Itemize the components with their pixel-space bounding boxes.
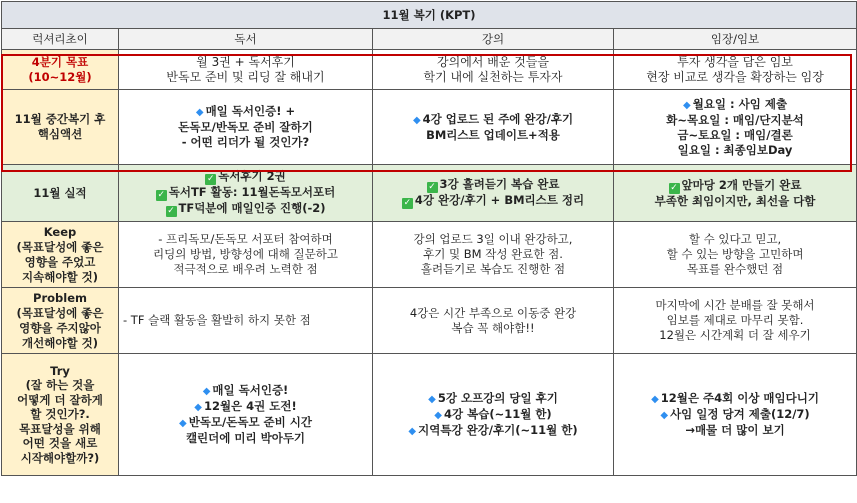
- action-imjang-line: 일요일 : 최종임보Day: [677, 142, 793, 157]
- try-imjang-text: 12월은 주4회 이상 매임다니기: [660, 391, 819, 405]
- action-imjang-line: [618, 97, 852, 113]
- try-label-line: 어떤 것을 새로: [22, 436, 98, 451]
- problem-label-line: 영향을 주지않아: [19, 320, 101, 335]
- gem-icon: ◆: [195, 107, 204, 118]
- try-lecture: [373, 354, 614, 476]
- try-lecture-line: [377, 391, 609, 407]
- gem-icon: ◆: [428, 393, 436, 405]
- goal-reading-line: 반독모 준비 및 리딩 잘 해내기: [166, 69, 325, 84]
- try-reading-line: [123, 399, 368, 415]
- try-reading-text: 반독모/돈독모 준비 시간: [188, 415, 312, 429]
- try-reading: [119, 354, 373, 476]
- result-imjang-text: 앞마당 2개 만들기 완료: [681, 177, 802, 192]
- keep-label-line: Keep: [43, 224, 77, 239]
- checkbox-icon: ✓: [206, 174, 215, 184]
- sheet-title: 11월 복기 (KPT): [2, 2, 857, 29]
- try-lecture-text: 지역특강 완강/후기(~11월 한): [418, 422, 578, 437]
- action-lecture-line: [377, 112, 609, 128]
- problem-label-line: 개선해야할 것): [22, 335, 98, 350]
- gem-icon: ◆: [179, 418, 187, 429]
- result-reading: [119, 165, 373, 222]
- keep-imjang-line: 할 수 있다고 믿고,: [688, 232, 782, 246]
- keep-lecture-line: 후기 및 BM 작성 완료한 점.: [423, 247, 563, 261]
- try-label: [2, 354, 119, 476]
- header-lecture: 강의: [373, 29, 614, 50]
- problem-label-line: (목표달성에 좋은: [16, 305, 104, 320]
- header-imjang: 임장/임보: [614, 29, 857, 50]
- keep-label-line: 지속해야할 것): [22, 269, 98, 284]
- keep-imjang-line: 할 수 있는 방향을 고민하며: [666, 247, 804, 261]
- checkbox-icon: ✓: [403, 198, 412, 208]
- result-reading-text: TF덕분에 매일인증 진행(-2): [178, 201, 326, 215]
- problem-lecture-line: 4강은 시간 부족으로 이동중 완강: [409, 305, 577, 320]
- goal-imjang-line: 현장 비교로 생각을 확장하는 임장: [646, 69, 824, 84]
- problem-reading: [119, 288, 373, 354]
- try-label-line: Try: [50, 363, 70, 378]
- action-label: [2, 90, 119, 165]
- action-lecture: [373, 90, 614, 165]
- header-corner: 럭셔리초이: [2, 29, 119, 50]
- gem-icon: ◆: [194, 402, 202, 413]
- problem-imjang: [614, 288, 857, 354]
- keep-lecture-line: 강의 업로드 3일 이내 완강하고,: [413, 232, 573, 246]
- try-reading-text: 12월은 4권 도전!: [203, 399, 297, 413]
- gem-icon: ◆: [651, 394, 659, 405]
- result-lecture-text: 3강 흘려듣기 복습 완료: [439, 177, 560, 191]
- action-imjang: [614, 90, 857, 165]
- goal-imjang-line: 투자 생각을 담은 임보: [677, 54, 793, 69]
- result-lecture-text: 4강 완강/후기 + BM리스트 정리: [414, 193, 585, 207]
- try-reading-line: 캘린더에 미리 박아두기: [185, 431, 306, 445]
- action-reading-line: [123, 104, 368, 120]
- action-imjang-line: 금~토요일 : 매임/결론: [677, 127, 793, 142]
- try-lecture-text: 4강 복습(~11월 한): [443, 406, 552, 421]
- result-lecture-line: [377, 193, 609, 209]
- try-label-line: 할 것인가?.: [30, 407, 90, 422]
- result-reading-line: [123, 201, 368, 217]
- checkbox-icon: ✓: [428, 182, 436, 192]
- action-imjang-line: 화~목요일 : 매임/단지분석: [666, 112, 804, 127]
- try-lecture-line: [377, 423, 609, 439]
- action-lecture-text: 4강 업로드 된 주에 완강/후기: [422, 111, 574, 126]
- try-imjang-line: [618, 391, 852, 407]
- try-reading-line: [123, 383, 368, 399]
- result-imjang-line: [618, 178, 852, 194]
- result-label: 11월 실적: [2, 165, 119, 222]
- try-label-line: (잘 하는 것을: [25, 378, 95, 393]
- action-reading: [119, 90, 373, 165]
- try-imjang-line: [618, 407, 852, 423]
- kpt-table: [1, 1, 857, 476]
- keep-lecture-line: 흘려듣기로 복습도 진행한 점: [420, 262, 566, 276]
- problem-label-line: Problem: [33, 290, 87, 305]
- try-imjang-text: 사임 일정 당겨 제출(12/7): [670, 407, 810, 421]
- result-reading-line: [123, 185, 368, 201]
- problem-reading-line: - TF 슬랙 활동을 활발히 하지 못한 점: [123, 313, 311, 327]
- action-reading-line: 돈독모/반독모 준비 잘하기: [178, 120, 313, 134]
- checkbox-icon: ✓: [157, 190, 165, 200]
- gem-icon: ◆: [412, 114, 421, 126]
- result-imjang-line: 부족한 최임이지만, 최선을 다함: [654, 193, 816, 208]
- gem-icon: ◆: [202, 386, 211, 397]
- result-reading-line: [123, 169, 368, 185]
- try-lecture-text: 5강 오프강의 당일 후기: [437, 390, 558, 405]
- keep-reading: [119, 222, 373, 288]
- goal-label-line: (10~12월): [28, 69, 92, 84]
- try-reading-text: 매일 독서인증!: [212, 383, 289, 397]
- try-imjang: [614, 354, 857, 476]
- try-label-line: 목표달성을 위해: [19, 421, 101, 436]
- gem-icon: ◆: [660, 410, 669, 421]
- problem-imjang-line: 임보를 제대로 마무리 못함.: [666, 313, 804, 327]
- action-imjang-text: 월요일 : 사임 제출: [692, 96, 788, 111]
- try-label-line: 어떻게 더 잘하게: [17, 392, 103, 407]
- goal-label: [2, 50, 119, 90]
- try-label-line: 시작해야할까?): [20, 450, 100, 465]
- goal-reading-line: 월 3권 + 독서후기: [196, 54, 295, 69]
- header-reading: 독서: [119, 29, 373, 50]
- problem-lecture: [373, 288, 614, 354]
- keep-imjang-line: 목표를 완수했던 점: [686, 262, 784, 276]
- goal-lecture-line: 학기 내에 실천하는 투자자: [423, 69, 563, 84]
- try-imjang-line: →매물 더 많이 보기: [685, 423, 785, 437]
- gem-icon: ◆: [682, 99, 691, 111]
- try-reading-line: [123, 415, 368, 431]
- action-lecture-line: BM리스트 업데이트+적용: [426, 127, 560, 142]
- keep-label-line: (목표달성에 좋은: [16, 239, 104, 254]
- keep-reading-line: 리딩의 방법, 방향성에 대해 질문하고: [153, 247, 338, 261]
- action-label-line: 핵심액션: [37, 127, 83, 141]
- goal-lecture: [373, 50, 614, 90]
- keep-lecture: [373, 222, 614, 288]
- goal-label-line: 4분기 목표: [31, 54, 89, 69]
- result-reading-text: 독서TF 활동: 11월돈독모서포터: [168, 185, 336, 199]
- problem-imjang-line: 12월은 시간계획 더 잘 세우기: [659, 328, 811, 342]
- keep-label: [2, 222, 119, 288]
- keep-imjang: [614, 222, 857, 288]
- result-reading-text: 독서후기 2권: [218, 169, 286, 183]
- goal-lecture-line: 강의에서 배운 것들을: [437, 54, 549, 69]
- checkbox-icon: ✓: [670, 182, 678, 193]
- result-lecture-line: [377, 177, 609, 193]
- try-lecture-line: [377, 407, 609, 423]
- action-reading-line: - 어떤 리더가 될 것인가?: [181, 135, 310, 149]
- goal-imjang: [614, 50, 857, 90]
- action-label-line: 11월 중간복기 후: [14, 112, 106, 126]
- gem-icon: ◆: [408, 425, 417, 437]
- problem-label: [2, 288, 119, 354]
- problem-imjang-line: 마지막에 시간 분배를 잘 못해서: [655, 298, 815, 312]
- keep-label-line: 영향을 주었고: [24, 254, 96, 269]
- checkbox-icon: ✓: [167, 206, 175, 216]
- keep-reading-line: 적극적으로 배우려 노력한 점: [173, 262, 318, 276]
- result-lecture: [373, 165, 614, 222]
- gem-icon: ◆: [434, 409, 442, 421]
- problem-lecture-line: 복습 꼭 해야함!!: [451, 320, 535, 335]
- action-reading-text: 매일 독서인증! +: [205, 104, 296, 118]
- keep-reading-line: - 프리독모/돈독모 서포터 참여하며: [158, 232, 333, 246]
- result-imjang: [614, 165, 857, 222]
- goal-reading: [119, 50, 373, 90]
